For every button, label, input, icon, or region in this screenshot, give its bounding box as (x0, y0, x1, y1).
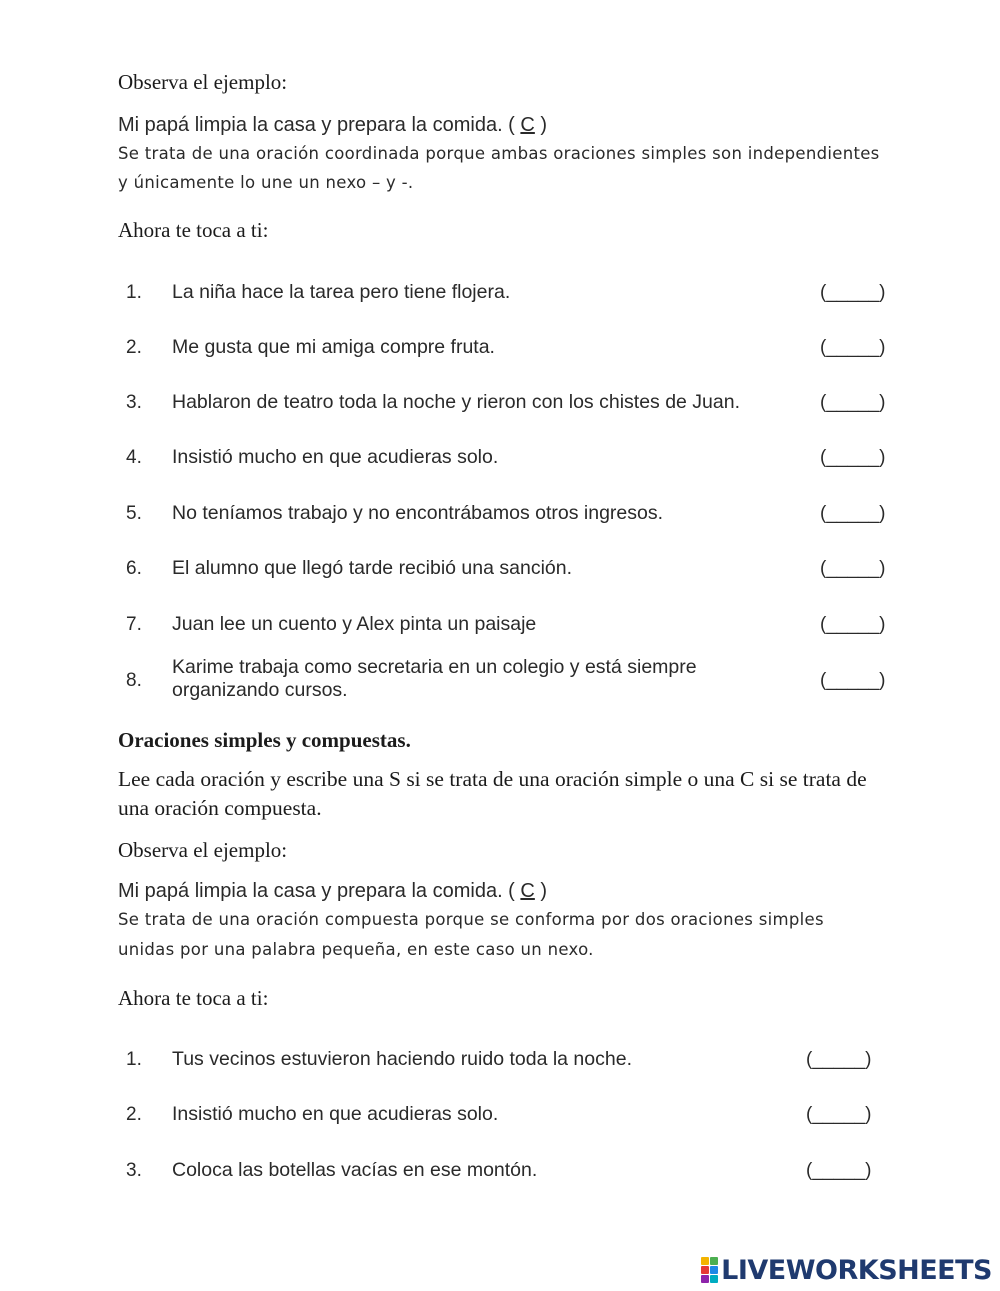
answer-blank[interactable]: (_____) (820, 447, 886, 468)
answer-blank[interactable]: (_____) (820, 337, 886, 358)
item-text-line2: organizando cursos. (172, 679, 348, 701)
example-sentence-2: Mi papá limpia la casa y prepara la comida. ( C ) (118, 880, 548, 902)
answer-blank[interactable]: (_____) (806, 1104, 872, 1125)
logo-blocks-icon (701, 1257, 718, 1283)
item-text: Me gusta que mi amiga compre fruta. (172, 336, 495, 358)
item-text: Tus vecinos estuvieron haciendo ruido toda la noche. (172, 1048, 632, 1070)
item-text-line1: Karime trabaja como secretaria en un colegio y está siempre (172, 656, 697, 678)
example-sentence-1: Mi papá limpia la casa y prepara la comida. ( C ) (118, 114, 548, 136)
example-explanation-2-line2: unidas por una palabra pequeña, en este caso un nexo. (118, 940, 594, 959)
example-explanation-1-line1: Se trata de una oración coordinada porque ambas oraciones simples son independientes (118, 144, 880, 163)
example-answer-2: C (520, 880, 535, 902)
item-number: 4. (126, 447, 142, 468)
item-number: 3. (126, 1160, 142, 1181)
logo-text: LIVEWORKSHEETS (721, 1254, 992, 1286)
item-number: 3. (126, 392, 142, 413)
instructions: Lee cada oración y escribe una S si se trata de una oración simple o una C si se trata de una oración compuesta. (118, 767, 867, 820)
logo-block (701, 1257, 709, 1265)
your-turn-heading-1: Ahora te toca a ti: (118, 218, 269, 242)
item-number: 6. (126, 558, 142, 579)
item-text: Insistió mucho en que acudieras solo. (172, 446, 499, 468)
logo-block (701, 1266, 709, 1274)
item-number: 5. (126, 503, 142, 524)
logo-block (710, 1275, 718, 1283)
item-number: 1. (126, 282, 142, 303)
answer-blank[interactable]: (_____) (820, 282, 886, 303)
item-number: 7. (126, 614, 142, 635)
liveworksheets-logo (701, 1252, 992, 1288)
item-text: Coloca las botellas vacías en ese montón. (172, 1159, 538, 1181)
answer-blank[interactable]: (_____) (820, 670, 886, 691)
observe-heading-2: Observa el ejemplo: (118, 838, 288, 862)
logo-block (710, 1266, 718, 1274)
your-turn-heading-2: Ahora te toca a ti: (118, 986, 269, 1010)
item-number: 2. (126, 1104, 142, 1125)
section-title: Oraciones simples y compuestas. (118, 728, 411, 752)
answer-blank[interactable]: (_____) (820, 558, 886, 579)
item-text: Insistió mucho en que acudieras solo. (172, 1103, 499, 1125)
item-number: 8. (126, 670, 142, 691)
logo-block (701, 1275, 709, 1283)
item-text: El alumno que llegó tarde recibió una sanción. (172, 557, 573, 579)
item-number: 2. (126, 337, 142, 358)
item-text: No teníamos trabajo y no encontrábamos otros ingresos. (172, 502, 664, 524)
example-answer-1: C (520, 114, 535, 136)
answer-blank[interactable]: (_____) (820, 392, 886, 413)
item-text: La niña hace la tarea pero tiene flojera. (172, 281, 511, 303)
item-text: Hablaron de teatro toda la noche y rieron con los chistes de Juan. (172, 391, 741, 413)
item-text: Juan lee un cuento y Alex pinta un paisaje (172, 613, 537, 635)
answer-blank[interactable]: (_____) (820, 503, 886, 524)
observe-heading-1: Observa el ejemplo: (118, 70, 288, 94)
answer-blank[interactable]: (_____) (820, 614, 886, 635)
answer-blank[interactable]: (_____) (806, 1160, 872, 1181)
logo-block (710, 1257, 718, 1265)
answer-blank[interactable]: (_____) (806, 1049, 872, 1070)
example-explanation-2-line1: Se trata de una oración compuesta porque se conforma por dos oraciones simples (118, 910, 824, 929)
item-number: 1. (126, 1049, 142, 1070)
example-explanation-1-line2: y únicamente lo une un nexo – y -. (118, 173, 414, 192)
